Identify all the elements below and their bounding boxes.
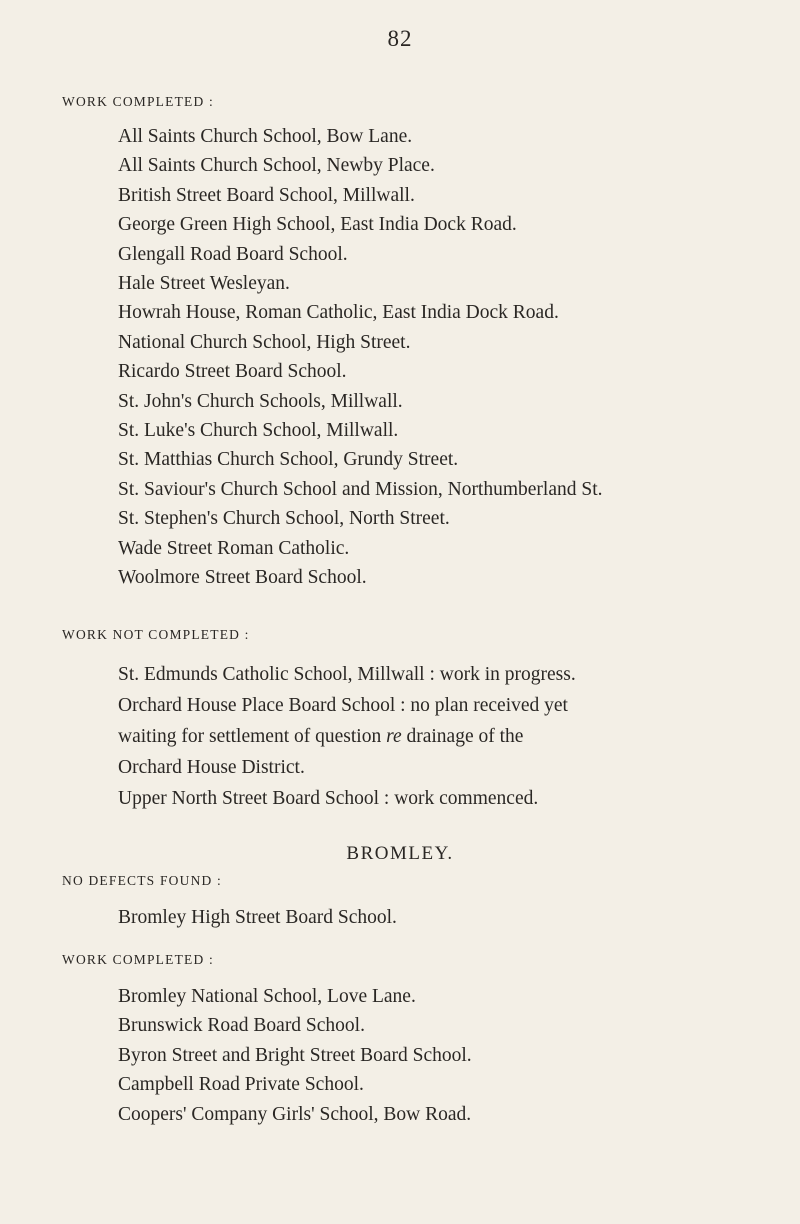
section-heading: WORK COMPLETED : — [62, 94, 214, 109]
list-item: Wade Street Roman Catholic. — [118, 537, 350, 559]
list-item: Bromley High Street Board School. — [118, 907, 397, 928]
section-heading: WORK COMPLETED : — [62, 952, 214, 967]
list-item-line: Orchard House District. — [118, 757, 305, 778]
list-item: St. Matthias Church School, Grundy Street. — [118, 449, 459, 471]
bromley-work-completed-section — [0, 950, 800, 1129]
list-item: Campbell Road Private School. — [118, 1074, 364, 1096]
school-list — [0, 122, 800, 593]
list-item: Bromley National School, Love Lane. — [118, 986, 416, 1007]
list-item: Hale Street Wesleyan. — [118, 273, 290, 295]
list-item: St. Stephen's Church School, North Street. — [118, 508, 450, 530]
school-list — [0, 982, 800, 1129]
work-not-completed-section — [0, 625, 800, 814]
list-item-line — [118, 721, 798, 752]
district-title: BROMLEY. — [346, 843, 454, 864]
list-item: St. Edmunds Catholic School, Millwall : work in progress. — [118, 664, 576, 685]
list-item: Howrah House, Roman Catholic, East India Dock Road. — [118, 302, 559, 324]
list-item: Ricardo Street Board School. — [118, 361, 347, 383]
list-item — [118, 690, 798, 783]
list-item: Glengall Road Board School. — [118, 243, 348, 265]
latin-term: re — [386, 726, 402, 747]
list-item: All Saints Church School, Bow Lane. — [118, 126, 413, 147]
text-fragment: drainage of the — [406, 726, 524, 747]
list-item: Coopers' Company Girls' School, Bow Road. — [118, 1103, 472, 1125]
no-defects-section — [0, 871, 800, 932]
text-fragment: waiting for settlement of question — [118, 726, 382, 747]
list-item: Upper North Street Board School : work commenced. — [118, 788, 539, 809]
section-heading: NO DEFECTS FOUND : — [62, 873, 222, 888]
list-item: St. Saviour's Church School and Mission, Northumberland St. — [118, 478, 603, 500]
list-item-line: Orchard House Place Board School : no plan received yet — [118, 695, 568, 716]
page-number: 82 — [387, 26, 413, 51]
list-item: All Saints Church School, Newby Place. — [118, 155, 435, 177]
list-item: St. John's Church Schools, Millwall. — [118, 390, 403, 412]
list-item: British Street Board School, Millwall. — [118, 184, 415, 206]
list-item: National Church School, High Street. — [118, 331, 411, 353]
school-list — [0, 659, 800, 814]
list-item: Brunswick Road Board School. — [118, 1015, 365, 1037]
section-heading: WORK NOT COMPLETED : — [62, 627, 250, 642]
list-item: St. Luke's Church School, Millwall. — [118, 420, 399, 442]
work-completed-section — [0, 92, 800, 593]
list-item: Woolmore Street Board School. — [118, 567, 367, 589]
list-item: George Green High School, East India Dock Road. — [118, 214, 517, 236]
school-list — [0, 903, 800, 932]
list-item: Byron Street and Bright Street Board School. — [118, 1044, 472, 1066]
